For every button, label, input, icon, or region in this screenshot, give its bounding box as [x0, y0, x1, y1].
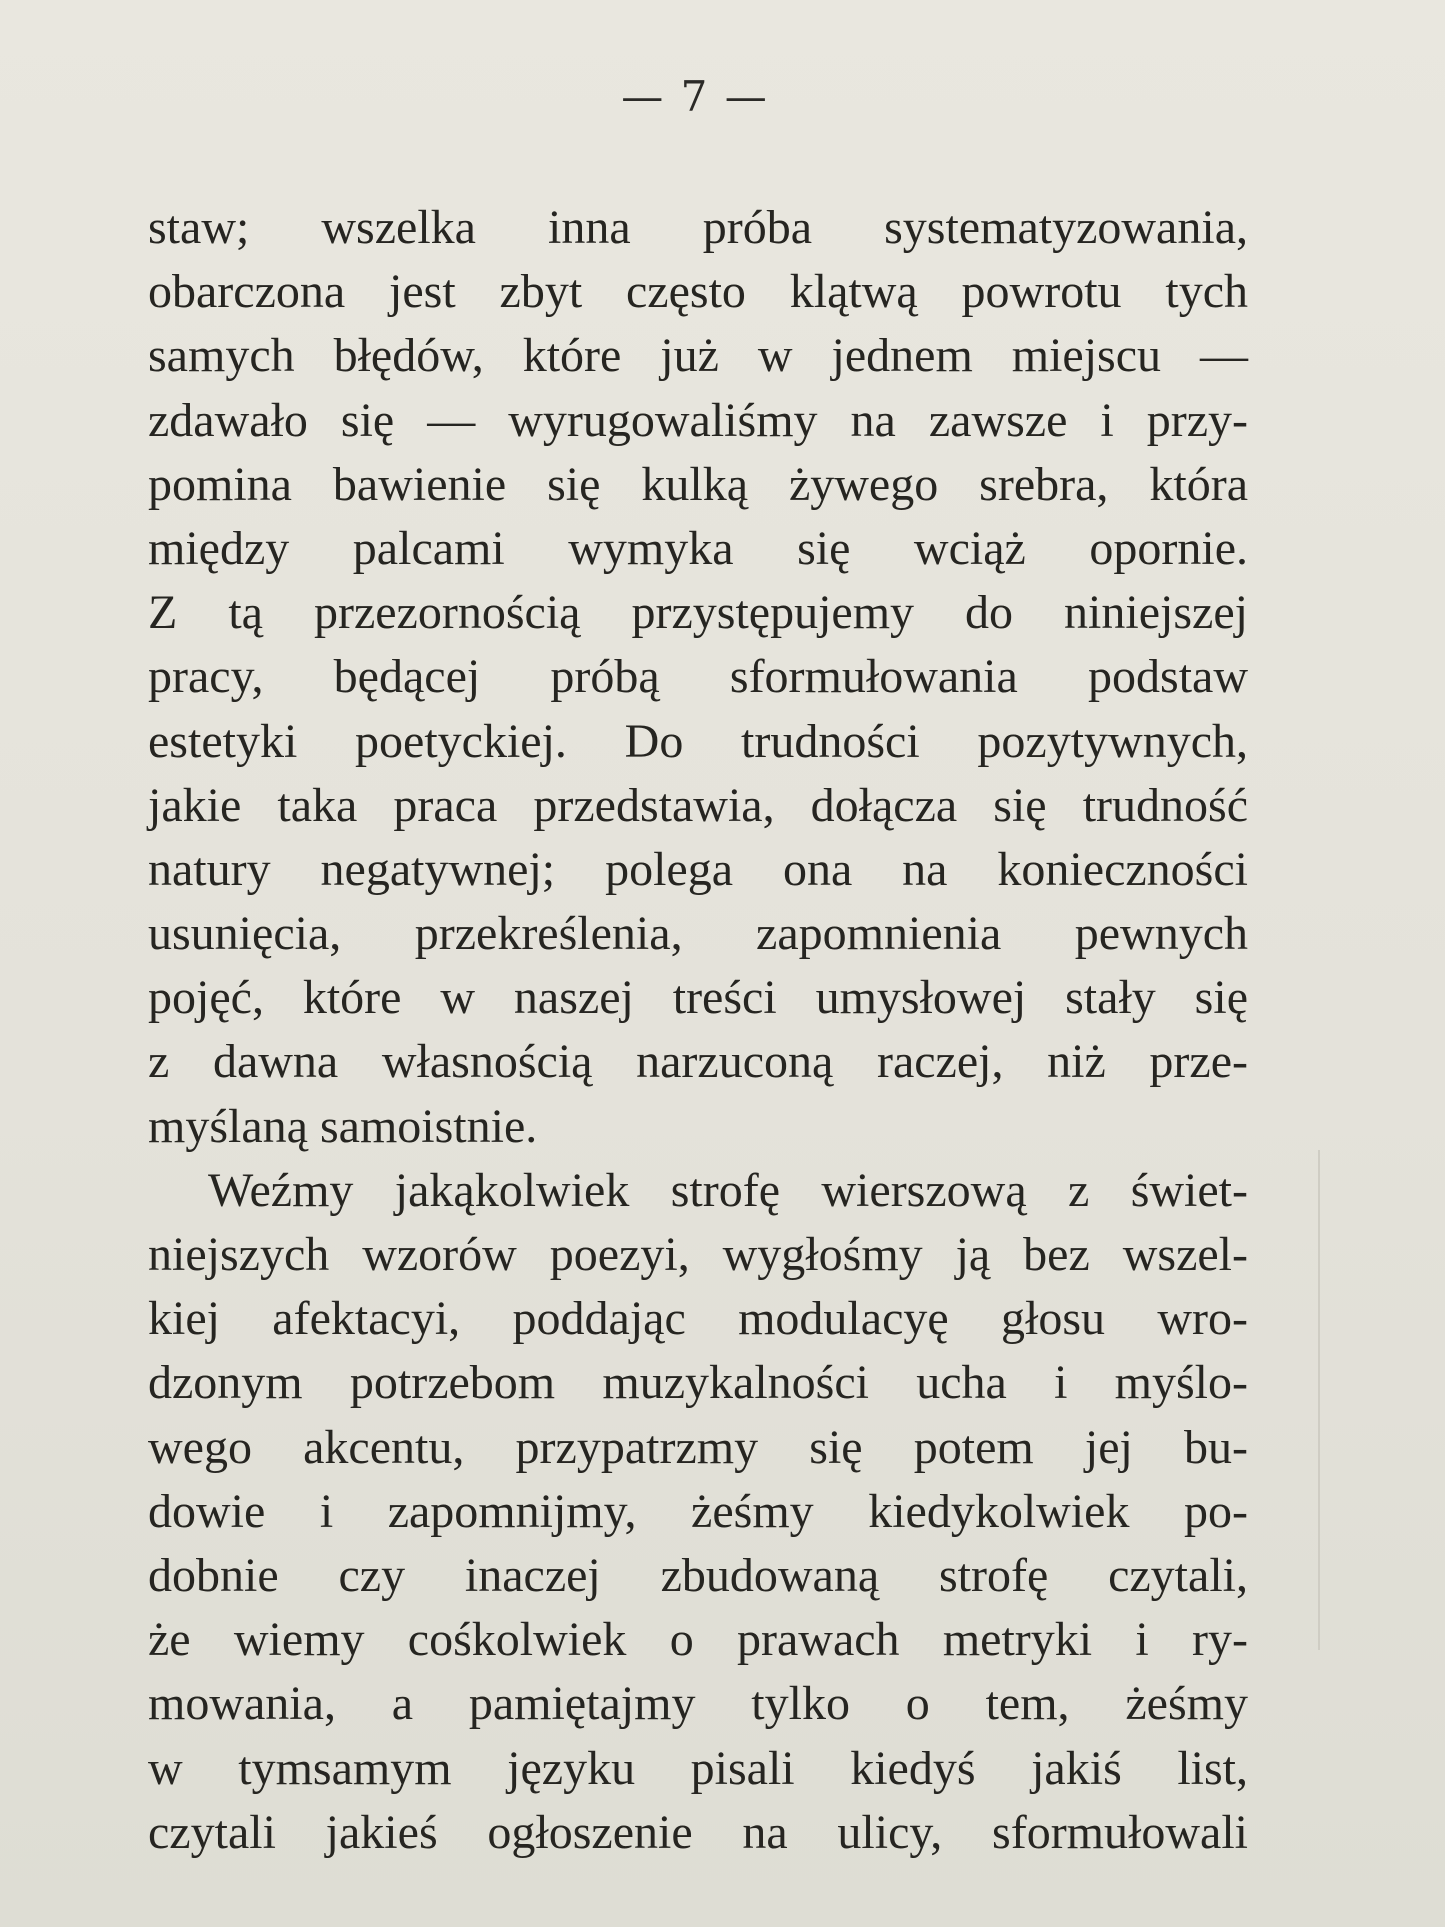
text-line: pracy, będącej próbą sformułowania podstaw [148, 650, 1248, 704]
text-line: jakie taka praca przedstawia, dołącza się trudność [148, 778, 1248, 832]
text-line: estetyki poetyckiej. Do trudności pozytywnych, [148, 714, 1248, 768]
text-line: myślaną samoistnie. [148, 1099, 538, 1153]
text-line: pojęć, które w naszej treści umysłowej stały się [148, 971, 1248, 1025]
text-line: dzonym potrzebom muzykalności ucha i myślo- [148, 1356, 1248, 1410]
text-line: wego akcentu, przypatrzmy się potem jej bu- [148, 1420, 1248, 1474]
text-line: staw; wszelka inna próba systematyzowania, [148, 201, 1248, 254]
text-line: dobnie czy inaczej zbudowaną strofę czytali, [148, 1548, 1248, 1602]
page-crease [1318, 1150, 1320, 1650]
text-line: zdawało się — wyrugowaliśmy na zawsze i przy- [148, 393, 1248, 447]
text-line: w tymsamym języku pisali kiedyś jakiś list, [148, 1741, 1248, 1795]
text-line: mowania, a pamiętajmy tylko o tem, żeśmy [148, 1677, 1248, 1731]
text-line: czytali jakieś ogłoszenie na ulicy, sformułowali [148, 1805, 1248, 1859]
text-line: natury negatywnej; polega ona na konieczności [148, 842, 1248, 896]
text-line: pomina bawienie się kulką żywego srebra, która [148, 457, 1248, 511]
text-line: niejszych wzorów poezyi, wygłośmy ją bez wszel- [148, 1228, 1248, 1281]
text-line: dowie i zapomnijmy, żeśmy kiedykolwiek po- [148, 1484, 1248, 1538]
text-line: obarczona jest zbyt często klątwą powrotu tych [148, 265, 1248, 319]
text-line: że wiemy cośkolwiek o prawach metryki i ry- [148, 1613, 1248, 1667]
text-line: samych błędów, które już w jednem miejscu — [148, 329, 1248, 383]
text-line: kiej afektacyi, poddając modulacyę głosu wro- [148, 1292, 1248, 1346]
text-line: z dawna własnością narzuconą raczej, niż prze- [148, 1035, 1248, 1089]
text-line: usunięcia, przekreślenia, zapomnienia pewnych [148, 907, 1248, 961]
text-line: między palcami wymyka się wciąż opornie. [148, 521, 1248, 575]
text-line: Weźmy jakąkolwiek strofę wierszową z świet- [208, 1163, 1248, 1217]
text-line: Z tą przezornością przystępujemy do niniejszej [148, 586, 1248, 640]
body-text [148, 196, 1248, 1865]
page-number: — 7 — [621, 72, 769, 121]
